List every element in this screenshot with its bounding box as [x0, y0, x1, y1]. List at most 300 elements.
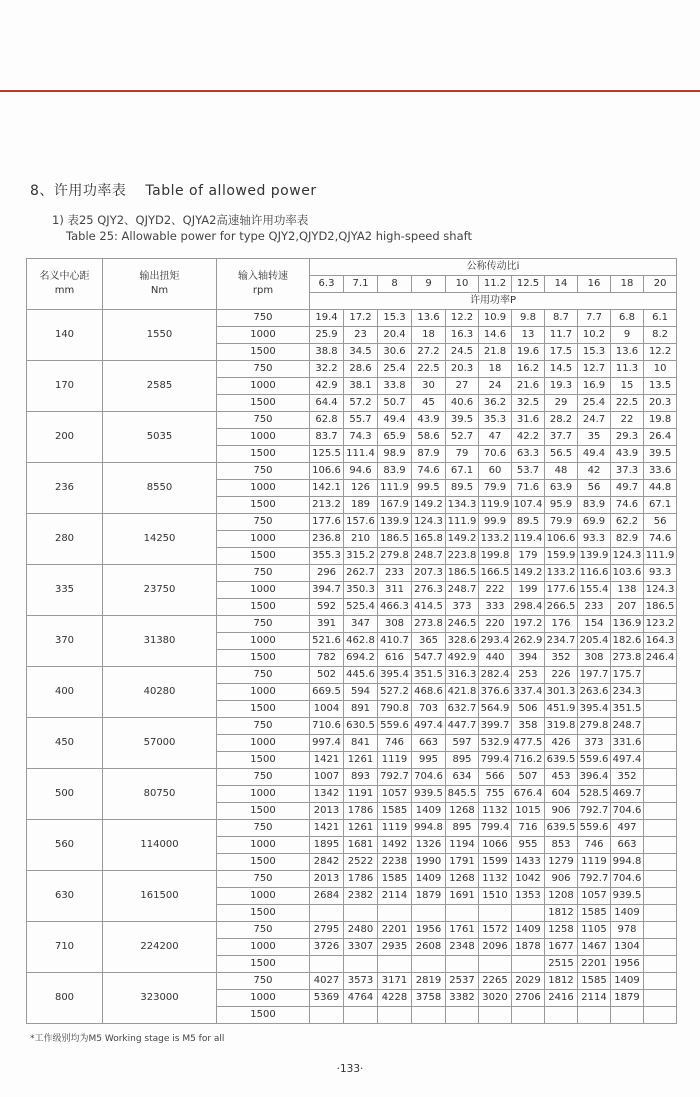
- power-value-cell: 43.9: [412, 412, 446, 429]
- power-value-cell: 38.8: [310, 344, 344, 361]
- power-value-cell: 79: [446, 446, 479, 463]
- power-value-cell: 939.5: [412, 786, 446, 803]
- header-speed-unit: rpm: [252, 285, 274, 296]
- power-value-cell: 676.4: [512, 786, 545, 803]
- power-value-cell: 16.2: [512, 361, 545, 378]
- power-value-cell: 197.2: [512, 616, 545, 633]
- power-value-cell: 8.7: [545, 310, 578, 327]
- output-torque-cell: 224200: [103, 922, 217, 973]
- input-speed-cell: 1000: [217, 939, 310, 956]
- power-value-cell: 149.2: [446, 531, 479, 548]
- power-value-cell: 2522: [344, 854, 378, 871]
- input-speed-cell: 1500: [217, 344, 310, 361]
- power-value-cell: 142.1: [310, 480, 344, 497]
- power-value-cell: 527.2: [378, 684, 412, 701]
- power-value-cell: 978: [611, 922, 644, 939]
- power-value-cell: 222: [479, 582, 512, 599]
- power-value-cell: 30: [412, 378, 446, 395]
- power-value-cell: 134.3: [446, 497, 479, 514]
- power-value-cell: 123.2: [644, 616, 677, 633]
- power-value-cell: 1132: [479, 871, 512, 888]
- power-value-cell: 213.2: [310, 497, 344, 514]
- power-value-cell: [644, 803, 677, 820]
- power-value-cell: 350.3: [344, 582, 378, 599]
- table-row: [27, 718, 677, 735]
- power-value-cell: [545, 1007, 578, 1024]
- power-value-cell: 2608: [412, 939, 446, 956]
- section-title-en: Table of allowed power: [145, 183, 317, 199]
- power-value-cell: 22.5: [412, 361, 446, 378]
- power-value-cell: 298.4: [512, 599, 545, 616]
- ratio-cell: 8: [378, 276, 412, 293]
- power-value-cell: [644, 973, 677, 990]
- power-value-cell: 547.7: [412, 650, 446, 667]
- power-value-cell: 99.5: [412, 480, 446, 497]
- output-torque-cell: 161500: [103, 871, 217, 922]
- power-value-cell: 167.9: [378, 497, 412, 514]
- power-value-cell: 10.2: [578, 327, 611, 344]
- center-distance-cell: 800: [27, 973, 103, 1024]
- power-value-cell: 1409: [412, 803, 446, 820]
- power-value-cell: 79.9: [545, 514, 578, 531]
- power-value-cell: 792.7: [578, 803, 611, 820]
- power-value-cell: 1326: [412, 837, 446, 854]
- power-value-cell: [644, 871, 677, 888]
- power-value-cell: 57.2: [344, 395, 378, 412]
- power-value-cell: 67.1: [644, 497, 677, 514]
- ratio-cell: 6.3: [310, 276, 344, 293]
- power-value-cell: 669.5: [310, 684, 344, 701]
- power-value-cell: 895: [446, 820, 479, 837]
- input-speed-cell: 1500: [217, 446, 310, 463]
- power-value-cell: 103.6: [611, 565, 644, 582]
- output-torque-cell: 2585: [103, 361, 217, 412]
- power-value-cell: 1342: [310, 786, 344, 803]
- power-value-cell: 2935: [378, 939, 412, 956]
- power-value-cell: 3307: [344, 939, 378, 956]
- power-value-cell: 234.3: [611, 684, 644, 701]
- power-value-cell: 632.7: [446, 701, 479, 718]
- power-value-cell: 62.2: [611, 514, 644, 531]
- power-value-cell: 604: [545, 786, 578, 803]
- power-value-cell: 1956: [412, 922, 446, 939]
- power-value-cell: 248.7: [412, 548, 446, 565]
- center-distance-cell: 236: [27, 463, 103, 514]
- power-value-cell: [644, 786, 677, 803]
- power-value-cell: [310, 1007, 344, 1024]
- power-value-cell: 994.8: [412, 820, 446, 837]
- power-value-cell: [644, 1007, 677, 1024]
- power-value-cell: 391: [310, 616, 344, 633]
- top-rule: [0, 90, 700, 92]
- power-value-cell: 226: [545, 667, 578, 684]
- power-value-cell: 2382: [344, 888, 378, 905]
- power-value-cell: 2114: [578, 990, 611, 1007]
- center-distance-cell: 500: [27, 769, 103, 820]
- power-value-cell: 49.4: [578, 446, 611, 463]
- table-row: [27, 310, 677, 327]
- power-value-cell: 1119: [378, 820, 412, 837]
- power-value-cell: 273.8: [412, 616, 446, 633]
- power-value-cell: 207: [611, 599, 644, 616]
- power-value-cell: [644, 939, 677, 956]
- power-value-cell: 1119: [378, 752, 412, 769]
- power-value-cell: 99.9: [479, 514, 512, 531]
- power-value-cell: [644, 684, 677, 701]
- power-value-cell: 83.9: [578, 497, 611, 514]
- header-speed-label: 输入轴转速: [238, 271, 288, 282]
- power-value-cell: 60: [479, 463, 512, 480]
- power-value-cell: 1132: [479, 803, 512, 820]
- power-value-cell: 70.6: [479, 446, 512, 463]
- power-value-cell: 2013: [310, 803, 344, 820]
- power-value-cell: 45: [412, 395, 446, 412]
- power-value-cell: 906: [545, 871, 578, 888]
- power-value-cell: [412, 1007, 446, 1024]
- power-value-cell: 634: [446, 769, 479, 786]
- power-value-cell: 176: [545, 616, 578, 633]
- power-value-cell: 1007: [310, 769, 344, 786]
- power-value-cell: 1879: [412, 888, 446, 905]
- input-speed-cell: 1500: [217, 701, 310, 718]
- power-value-cell: 1572: [479, 922, 512, 939]
- power-value-cell: 37.3: [611, 463, 644, 480]
- center-distance-cell: 370: [27, 616, 103, 667]
- power-value-cell: 1409: [611, 905, 644, 922]
- power-value-cell: 995: [412, 752, 446, 769]
- input-speed-cell: 1000: [217, 684, 310, 701]
- input-speed-cell: 750: [217, 361, 310, 378]
- ratio-cell: 10: [446, 276, 479, 293]
- power-value-cell: 139.9: [578, 548, 611, 565]
- power-value-cell: 939.5: [611, 888, 644, 905]
- power-value-cell: 29: [545, 395, 578, 412]
- power-value-cell: 316.3: [446, 667, 479, 684]
- power-value-cell: 133.2: [545, 565, 578, 582]
- power-value-cell: [644, 956, 677, 973]
- power-value-cell: 373: [446, 599, 479, 616]
- power-value-cell: 421.8: [446, 684, 479, 701]
- power-value-cell: 1585: [578, 973, 611, 990]
- power-value-cell: [344, 905, 378, 922]
- table-body: [27, 310, 677, 1024]
- power-value-cell: 149.2: [412, 497, 446, 514]
- power-value-cell: 74.6: [412, 463, 446, 480]
- header-torque-label: 输出扭矩: [139, 271, 180, 282]
- output-torque-cell: 57000: [103, 718, 217, 769]
- power-value-cell: 50.7: [378, 395, 412, 412]
- power-value-cell: 328.6: [446, 633, 479, 650]
- power-value-cell: 15: [611, 378, 644, 395]
- output-torque-cell: 8550: [103, 463, 217, 514]
- input-speed-cell: 1000: [217, 480, 310, 497]
- power-value-cell: 663: [611, 837, 644, 854]
- power-value-cell: [644, 667, 677, 684]
- power-value-cell: 52.7: [446, 429, 479, 446]
- power-value-cell: 95.9: [545, 497, 578, 514]
- power-value-cell: 119.9: [479, 497, 512, 514]
- power-value-cell: 43.9: [611, 446, 644, 463]
- power-value-cell: 3726: [310, 939, 344, 956]
- input-speed-cell: 1000: [217, 582, 310, 599]
- input-speed-cell: 750: [217, 871, 310, 888]
- power-value-cell: 639.5: [545, 752, 578, 769]
- power-value-cell: 79.9: [479, 480, 512, 497]
- power-value-cell: 592: [310, 599, 344, 616]
- input-speed-cell: 750: [217, 565, 310, 582]
- power-value-cell: [644, 854, 677, 871]
- input-speed-cell: 1000: [217, 429, 310, 446]
- input-speed-cell: 1500: [217, 548, 310, 565]
- header-distance-label: 名义中心距: [39, 271, 90, 282]
- center-distance-cell: 400: [27, 667, 103, 718]
- center-distance-cell: 280: [27, 514, 103, 565]
- power-value-cell: 186.5: [446, 565, 479, 582]
- input-speed-cell: 1000: [217, 327, 310, 344]
- table-row: [27, 463, 677, 480]
- power-value-cell: 262.7: [344, 565, 378, 582]
- power-value-cell: 1691: [446, 888, 479, 905]
- power-value-cell: 111.9: [378, 480, 412, 497]
- power-value-cell: 13: [512, 327, 545, 344]
- power-value-cell: 1409: [412, 871, 446, 888]
- power-value-cell: 42: [578, 463, 611, 480]
- power-value-cell: [412, 956, 446, 973]
- header-distance-unit: mm: [54, 285, 75, 296]
- table-row: [27, 565, 677, 582]
- center-distance-cell: 450: [27, 718, 103, 769]
- power-value-cell: 2114: [378, 888, 412, 905]
- power-value-cell: 233: [578, 599, 611, 616]
- power-value-cell: 1681: [344, 837, 378, 854]
- ratio-cell: 7.1: [344, 276, 378, 293]
- power-value-cell: 1042: [512, 871, 545, 888]
- input-speed-cell: 750: [217, 973, 310, 990]
- power-value-cell: 182.6: [611, 633, 644, 650]
- power-value-cell: 296: [310, 565, 344, 582]
- table-row: [27, 973, 677, 990]
- power-value-cell: 24.5: [446, 344, 479, 361]
- power-value-cell: 1791: [446, 854, 479, 871]
- power-value-cell: 525.4: [344, 599, 378, 616]
- power-value-cell: 48: [545, 463, 578, 480]
- power-value-cell: [644, 990, 677, 1007]
- power-value-cell: 14.6: [479, 327, 512, 344]
- power-value-cell: 462.8: [344, 633, 378, 650]
- power-value-cell: 154: [578, 616, 611, 633]
- power-value-cell: 853: [545, 837, 578, 854]
- power-value-cell: 333: [479, 599, 512, 616]
- power-value-cell: 694.2: [344, 650, 378, 667]
- ratio-cell: 20: [644, 276, 677, 293]
- table-row: [27, 361, 677, 378]
- power-value-cell: 2819: [412, 973, 446, 990]
- power-value-cell: 236.8: [310, 531, 344, 548]
- power-value-cell: 124.3: [611, 548, 644, 565]
- output-torque-cell: 1550: [103, 310, 217, 361]
- power-value-cell: [479, 905, 512, 922]
- power-value-cell: 177.6: [545, 582, 578, 599]
- page-number: ·133·: [336, 1063, 364, 1075]
- power-value-cell: 8.2: [644, 327, 677, 344]
- power-value-cell: 10.9: [479, 310, 512, 327]
- power-value-cell: 2013: [310, 871, 344, 888]
- power-value-cell: 220: [479, 616, 512, 633]
- power-value-cell: 1879: [611, 990, 644, 1007]
- power-value-cell: 246.5: [446, 616, 479, 633]
- power-value-cell: 56: [644, 514, 677, 531]
- power-value-cell: 11.7: [545, 327, 578, 344]
- power-value-cell: 32.5: [512, 395, 545, 412]
- input-speed-cell: 1000: [217, 888, 310, 905]
- power-value-cell: 891: [344, 701, 378, 718]
- power-value-cell: 49.7: [611, 480, 644, 497]
- power-value-cell: 149.2: [512, 565, 545, 582]
- power-value-cell: 30.6: [378, 344, 412, 361]
- power-value-cell: 157.6: [344, 514, 378, 531]
- power-value-cell: 15.3: [578, 344, 611, 361]
- header-speed: [217, 259, 310, 310]
- allowable-power-table: [26, 258, 677, 1024]
- power-value-cell: 166.5: [479, 565, 512, 582]
- power-value-cell: 136.9: [611, 616, 644, 633]
- ratio-cell: 14: [545, 276, 578, 293]
- power-value-cell: [512, 1007, 545, 1024]
- power-value-cell: 1510: [479, 888, 512, 905]
- power-value-cell: [479, 956, 512, 973]
- power-value-cell: 263.6: [578, 684, 611, 701]
- power-value-cell: 1261: [344, 752, 378, 769]
- power-value-cell: 28.6: [344, 361, 378, 378]
- power-value-cell: 315.2: [344, 548, 378, 565]
- power-value-cell: 2265: [479, 973, 512, 990]
- power-value-cell: 528.5: [578, 786, 611, 803]
- power-value-cell: 395.4: [578, 701, 611, 718]
- center-distance-cell: 140: [27, 310, 103, 361]
- power-value-cell: 2096: [479, 939, 512, 956]
- power-value-cell: 279.8: [578, 718, 611, 735]
- table-row: [27, 820, 677, 837]
- table-row: [27, 667, 677, 684]
- power-value-cell: 40.6: [446, 395, 479, 412]
- power-value-cell: 799.4: [479, 752, 512, 769]
- power-value-cell: 1194: [446, 837, 479, 854]
- power-value-cell: 20.3: [446, 361, 479, 378]
- power-value-cell: 248.7: [446, 582, 479, 599]
- power-value-cell: 352: [545, 650, 578, 667]
- power-value-cell: 19.6: [512, 344, 545, 361]
- power-value-cell: 2348: [446, 939, 479, 956]
- input-speed-cell: 750: [217, 463, 310, 480]
- power-value-cell: 337.4: [512, 684, 545, 701]
- power-value-cell: 308: [578, 650, 611, 667]
- ratio-cell: 18: [611, 276, 644, 293]
- power-value-cell: 351.5: [412, 667, 446, 684]
- table-row: [27, 412, 677, 429]
- power-value-cell: 87.9: [412, 446, 446, 463]
- power-value-cell: [644, 922, 677, 939]
- power-value-cell: [512, 956, 545, 973]
- power-value-cell: [644, 752, 677, 769]
- section-title: [30, 180, 317, 200]
- power-value-cell: 4228: [378, 990, 412, 1007]
- power-value-cell: 111.4: [344, 446, 378, 463]
- power-value-cell: 16.9: [578, 378, 611, 395]
- power-value-cell: 23: [344, 327, 378, 344]
- table-row: [27, 514, 677, 531]
- power-value-cell: 44.8: [644, 480, 677, 497]
- power-value-cell: 210: [344, 531, 378, 548]
- power-value-cell: 199: [512, 582, 545, 599]
- power-value-cell: 597: [446, 735, 479, 752]
- power-value-cell: 1990: [412, 854, 446, 871]
- power-value-cell: 20.4: [378, 327, 412, 344]
- power-value-cell: 83.7: [310, 429, 344, 446]
- power-value-cell: 31.6: [512, 412, 545, 429]
- power-value-cell: [446, 1007, 479, 1024]
- power-value-cell: [446, 956, 479, 973]
- power-value-cell: 12.7: [578, 361, 611, 378]
- power-value-cell: 55.7: [344, 412, 378, 429]
- power-value-cell: [344, 956, 378, 973]
- power-value-cell: 319.8: [545, 718, 578, 735]
- power-value-cell: 35.3: [479, 412, 512, 429]
- power-value-cell: [378, 956, 412, 973]
- power-value-cell: 1599: [479, 854, 512, 871]
- power-value-cell: 2706: [512, 990, 545, 1007]
- power-value-cell: 746: [578, 837, 611, 854]
- power-value-cell: 2795: [310, 922, 344, 939]
- power-value-cell: 6.8: [611, 310, 644, 327]
- power-value-cell: 165.8: [412, 531, 446, 548]
- power-value-cell: 1956: [611, 956, 644, 973]
- table-row: [27, 922, 677, 939]
- power-value-cell: [644, 701, 677, 718]
- power-value-cell: 1786: [344, 803, 378, 820]
- power-value-cell: 74.3: [344, 429, 378, 446]
- output-torque-cell: 5035: [103, 412, 217, 463]
- power-value-cell: 159.9: [545, 548, 578, 565]
- power-value-cell: 466.3: [378, 599, 412, 616]
- power-value-cell: [310, 905, 344, 922]
- power-value-cell: 25.4: [378, 361, 412, 378]
- power-value-cell: 205.4: [578, 633, 611, 650]
- power-value-cell: 4027: [310, 973, 344, 990]
- power-value-cell: [644, 718, 677, 735]
- power-value-cell: 1258: [545, 922, 578, 939]
- input-speed-cell: 750: [217, 310, 310, 327]
- power-value-cell: [378, 905, 412, 922]
- input-speed-cell: 1500: [217, 905, 310, 922]
- power-value-cell: 426: [545, 735, 578, 752]
- power-value-cell: 93.3: [644, 565, 677, 582]
- power-value-cell: 106.6: [310, 463, 344, 480]
- output-torque-cell: 114000: [103, 820, 217, 871]
- power-value-cell: 53.7: [512, 463, 545, 480]
- power-value-cell: 25.4: [578, 395, 611, 412]
- power-value-cell: 1761: [446, 922, 479, 939]
- header-distance: [27, 259, 103, 310]
- power-value-cell: 451.9: [545, 701, 578, 718]
- power-value-cell: 21.6: [512, 378, 545, 395]
- power-value-cell: 126: [344, 480, 378, 497]
- power-value-cell: 507: [512, 769, 545, 786]
- power-value-cell: 189: [344, 497, 378, 514]
- header-torque: [103, 259, 217, 310]
- power-value-cell: 89.5: [512, 514, 545, 531]
- power-value-cell: 1105: [578, 922, 611, 939]
- power-value-cell: 521.6: [310, 633, 344, 650]
